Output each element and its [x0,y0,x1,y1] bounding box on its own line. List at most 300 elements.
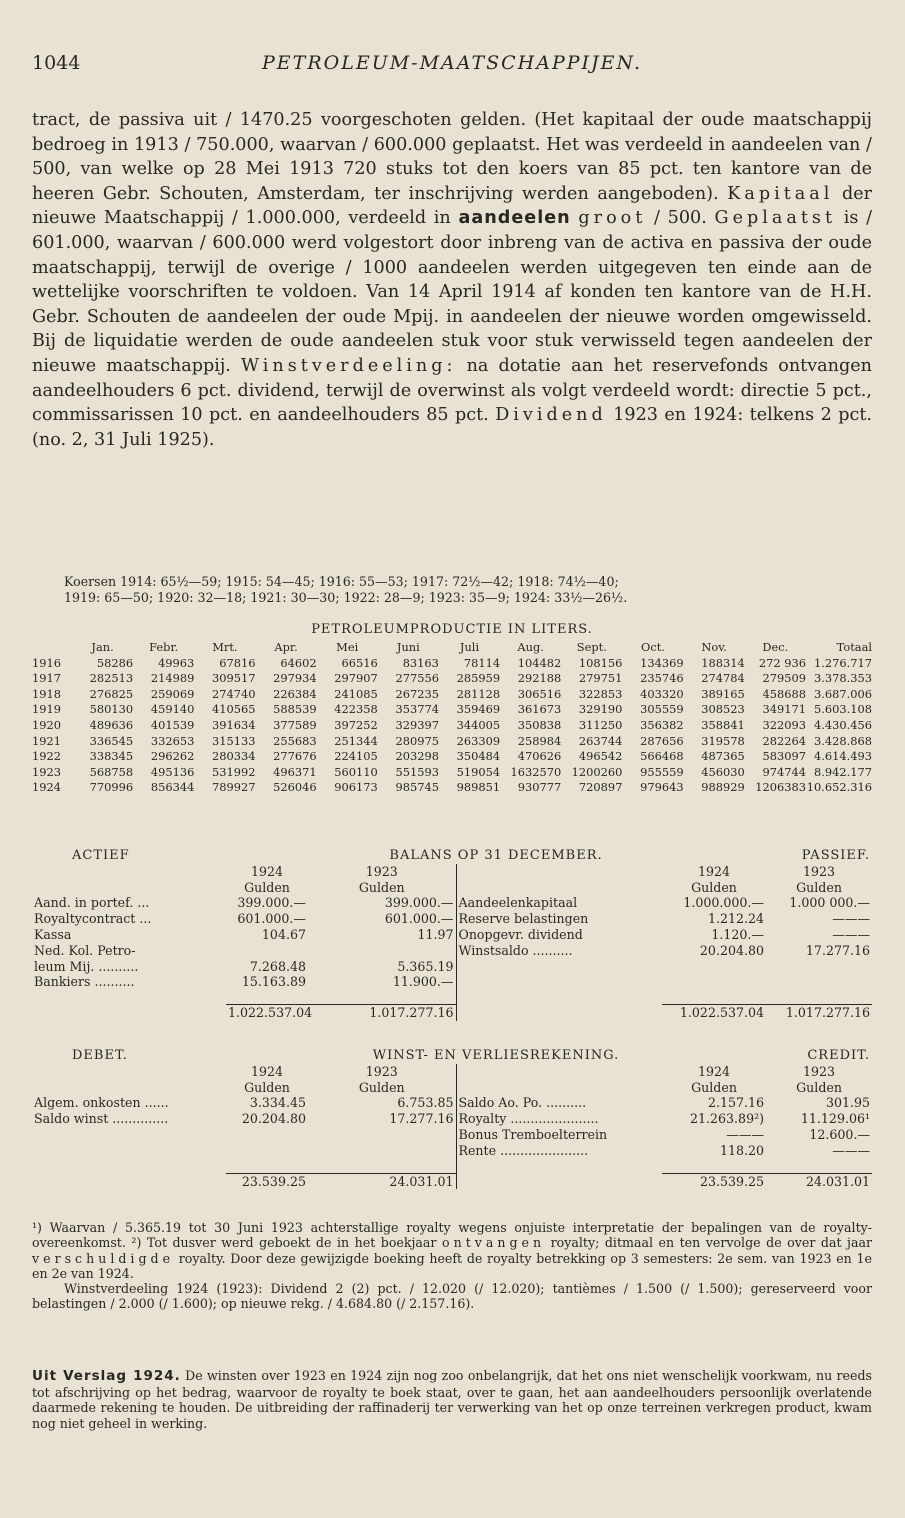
spacer [32,1064,226,1080]
table-cell: 989851 [456,780,501,795]
value-1924: 1.000.000.— [683,895,765,911]
text-run: na dotatie aan het reservefonds ontvangen aandeelhouders 6 pct. dividend, terwijl de overwinst als volgt verdeeld wordt: directie 5 pct., commissarissen 10 pct. en aandeelhouders 85 pct. [32,355,872,426]
table-cell: 285959 [456,671,501,686]
table-row [32,1143,872,1159]
year-1924: 1924 [697,863,731,879]
table-cell: 470626 [517,749,562,764]
table-cell: 422358 [334,702,378,717]
table-cell: 3.687.006 [814,686,872,701]
table-cell: 985745 [395,780,439,795]
table-row [32,1111,872,1127]
value-1924: 3.334.45 [249,1095,306,1111]
table-cell: 353774 [395,702,439,717]
table-cell: 281128 [456,686,501,701]
table-cell: 276825 [89,686,134,701]
winst-right-total-1924: 23.539.25 [662,1173,766,1189]
table-cell: 279751 [578,671,623,686]
production-column-header: Febr. [149,640,179,654]
table-cell: 58286 [96,655,134,670]
table-cell: 397252 [334,717,378,732]
table-cell: 49963 [158,655,195,670]
value-1924: 601.000.— [237,911,306,927]
table-cell: 251344 [334,733,378,748]
value-1923: ——— [832,911,871,927]
spacer [32,880,226,896]
row-year: 1919 [32,702,61,717]
footnote-paragraph [32,1220,872,1281]
table-row [32,656,872,672]
table-cell: 770996 [89,780,134,795]
geplaatst-heading: Geplaatst [714,208,837,229]
table-cell: 272 936 [758,655,806,670]
production-column-header: Sept. [576,640,607,654]
table-cell: 974744 [762,764,806,779]
value-1924: 118.20 [719,1142,765,1158]
account-label: Aand. in portef. ... [34,895,150,911]
value-1923: 5.365.19 [397,958,454,974]
balance-rows [32,895,872,990]
table-cell: 108156 [578,655,623,670]
table-cell: 329190 [578,702,623,717]
table-cell: 344005 [456,717,501,732]
table-cell: 4.430.456 [814,717,872,732]
winst-left-total-1924: 23.539.25 [226,1173,308,1189]
value-1923 [308,1143,456,1159]
value-1923: 399.000.— [384,895,454,911]
table-cell: 906173 [334,780,378,795]
table-cell: 489636 [89,717,134,732]
table-cell: 487365 [701,749,745,764]
paragraph [32,108,872,452]
table-cell: 78114 [463,655,501,670]
account-label: Reserve belastingen [456,911,662,927]
table-row [32,911,872,927]
table-cell: 263309 [456,733,501,748]
row-year: 1921 [32,733,61,748]
value-1924 [226,1143,308,1159]
table-cell: 203298 [395,749,439,764]
table-cell: 224105 [334,749,378,764]
table-cell: 259069 [150,686,195,701]
year-1923: 1923 [365,863,398,879]
account-label: Rente ...................... [456,1143,662,1159]
table-cell: 496542 [578,749,623,764]
table-cell: 3.378.353 [814,671,872,686]
value-1923: ——— [832,1142,871,1158]
winst-rows [32,1095,872,1158]
row-year: 1920 [32,717,61,732]
table-cell: 391634 [211,717,256,732]
table-row [32,780,872,796]
value-1924: ——— [726,1126,765,1142]
table-cell: 456030 [701,764,745,779]
row-year: 1923 [32,764,61,779]
year-1924: 1924 [250,1063,284,1079]
unit-label: Gulden [796,1079,842,1095]
winstverdeeling-heading: Winstverdeeling: [241,355,457,376]
page-number: 1044 [32,52,81,74]
account-label [456,959,662,975]
production-table [32,640,872,796]
production-header-row [32,640,872,656]
year-1923: 1923 [803,863,836,879]
table-cell: 297934 [273,671,317,686]
winst-right-total-1923: 24.031.01 [766,1173,872,1189]
value-1923: 11.97 [417,926,454,942]
table-cell: 459140 [150,702,195,717]
spacer [456,990,872,1005]
credit-label: CREDIT. [807,1048,871,1063]
verslag-paragraph [32,1368,872,1431]
value-1924: 15.163.89 [241,974,306,990]
table-cell: 67816 [219,655,256,670]
debet-label: DEBET. [72,1048,128,1063]
balance-sheet [32,848,872,1021]
table-cell: 338345 [89,749,134,764]
profit-loss-account [32,1048,872,1189]
value-1923: ——— [832,926,871,942]
table-cell: 1632570 [510,764,562,779]
table-cell: 267235 [395,686,439,701]
table-cell: 277556 [395,671,439,686]
table-cell: 526046 [273,780,317,795]
spacer [32,1173,226,1189]
value-1923 [766,974,872,990]
profit-loss-table [32,1048,872,1189]
spacer [456,1173,662,1189]
spacer [456,864,662,880]
table-cell: 496371 [273,764,317,779]
text-run: / 500. [654,208,707,229]
table-row [32,671,872,687]
actief-label: ACTIEF [72,848,130,863]
spacer [456,1080,662,1096]
account-label: Saldo Ao. Po. .......... [456,1095,662,1111]
table-cell: 377589 [273,717,317,732]
table-cell: 955559 [640,764,684,779]
value-1924: 20.204.80 [699,942,765,958]
value-1923 [308,1127,456,1143]
table-cell: 4.614.493 [814,749,872,764]
verslag-heading: Uit Verslag 1924. [32,1368,181,1384]
production-body [32,656,872,796]
table-cell: 292188 [517,671,562,686]
value-1923: 1.000 000.— [789,895,871,911]
koersen-block [32,574,872,605]
table-row [32,734,872,750]
production-column-header: Juli [459,640,480,654]
winst-title: WINST- EN VERLIESREKENING. [372,1048,620,1063]
table-row [32,895,872,911]
table-cell: 311250 [578,717,623,732]
winstverdeeling-paragraph: Winstverdeeling 1924 (1923): Dividend 2 (2) pct. / 12.020 (/ 12.020); tantièmes / 1.500 (/ 1.500); gereserveerd voor belastingen / 2.000 (/ 1.600); op nieuwe rekg. / 4.684.80 (/ 2.157.16). [32,1281,872,1312]
table-cell: 583097 [762,749,806,764]
account-label: Winstsaldo .......... [456,943,662,959]
table-cell: 930777 [517,780,562,795]
row-year: 1918 [32,686,61,701]
table-cell: 495136 [150,764,195,779]
table-row [32,959,872,975]
account-label: Royalty ...................... [456,1111,662,1127]
table-cell: 255683 [273,733,317,748]
production-column-header: Totaal [836,640,872,654]
table-cell: 410565 [211,702,256,717]
table-row [32,927,872,943]
table-cell: 134369 [640,655,684,670]
value-1924: 104.67 [261,926,306,942]
table-cell: 282513 [89,671,134,686]
value-1923: 301.95 [825,1095,871,1111]
value-1923: 12.600.— [809,1126,871,1142]
account-label: leum Mij. .......... [34,958,139,974]
main-text [32,108,872,452]
text-run: ¹) Waarvan / 5.365.19 tot 30 Juni 1923 achterstallige royalty wegens onjuiste interpretatie der bepalingen van de royalty-overeenkomst. ²) Tot dusver werd geboekt de in het boekjaar [32,1220,872,1251]
account-label: Algem. onkosten ...... [34,1095,169,1111]
value-1924: 399.000.— [237,895,306,911]
table-cell: 531992 [211,764,256,779]
text-run: der nieuwe Maatschappij / 1.000.000, verdeeld in [32,183,873,229]
balance-right-total-1923: 1.017.277.16 [766,1005,872,1021]
value-1924: 1.120.— [711,926,765,942]
text-run: verschuldigde [32,1250,175,1266]
production-column-header: Mei [336,640,359,654]
account-label: Kassa [34,926,72,942]
table-cell: 332653 [150,733,195,748]
table-cell: 403320 [640,686,684,701]
table-cell: 560110 [334,764,378,779]
spacer [32,990,456,1005]
running-title: PETROLEUM-MAATSCHAPPIJEN. [262,52,642,74]
kapitaal-heading: Kapitaal [727,183,834,204]
table-cell: 588539 [273,702,317,717]
text-run: royalty. Door deze gewijzigde boeking heeft de royalty betrekking op 3 semesters: 2e sem. van 1923 en 1e en 2e van 1924. [32,1250,872,1281]
winst-left-total-1923: 24.031.01 [308,1173,456,1189]
value-1924: 7.268.48 [249,958,306,974]
account-label: Bankiers .......... [34,974,135,990]
balance-left-total-1924: 1.022.537.04 [228,1005,313,1021]
value-1923 [766,959,872,975]
table-cell: 279509 [762,671,806,686]
value-1924 [662,959,766,975]
koersen-line-1: Koersen 1914: 65½—59; 1915: 54—45; 1916: 55—53; 1917: 72½—42; 1918: 74½—40; [64,574,619,589]
groot-label: groot [578,208,647,229]
unit-label: Gulden [691,879,737,895]
table-cell: 988929 [701,780,745,795]
spacer [32,864,226,880]
table-row [32,765,872,781]
table-cell: 315133 [211,733,256,748]
passief-label: PASSIEF. [801,848,871,863]
table-cell: 1200260 [571,764,623,779]
table-cell: 104482 [517,655,562,670]
table-cell: 297907 [334,671,378,686]
balance-left-total-1923: 1.017.277.16 [308,1005,456,1021]
table-cell: 274784 [701,671,745,686]
table-cell: 263744 [578,733,623,748]
table-cell: 308523 [701,702,745,717]
year-1923: 1923 [803,1063,836,1079]
account-label: Aandeelenkapitaal [456,895,662,911]
table-cell: 305559 [640,702,684,717]
table-cell: 83163 [402,655,439,670]
spacer [32,1159,456,1174]
value-1923: 11.900.— [392,974,454,990]
verslag-text: De winsten over 1923 en 1924 zijn nog zoo onbelangrijk, dat het ons niet wenschelijk voorkwam, nu reeds tot afschrijving op het bedrag, waarvoor de royalty te boek staat, over te gaan, het aan aandeelhouders persoonlijk overlatende daarmede rekening te houden. De uitbreiding der raffinaderij ter verwerking van het op onze terreinen verkregen product, kwam nog niet geheel in werking. [32,1368,872,1431]
production-column-header: Aug. [517,640,544,654]
unit-label: Gulden [691,1079,737,1095]
production-column-header: Apr. [274,640,298,654]
table-cell: 361673 [517,702,562,717]
row-year: 1916 [32,655,61,670]
spacer [456,1005,662,1021]
table-cell: 458688 [762,686,806,701]
page-header [32,52,872,82]
table-cell: 401539 [150,717,195,732]
table-cell: 789927 [211,780,256,795]
table-cell: 3.428.868 [814,733,872,748]
value-1923: 17.277.16 [805,942,871,958]
value-1924 [226,943,308,959]
table-cell: 64602 [280,655,317,670]
table-cell: 235746 [640,671,684,686]
account-label: Onopgevr. dividend [456,927,662,943]
table-cell: 66516 [341,655,378,670]
table-cell: 580130 [89,702,134,717]
production-column-header: Juni [396,640,420,654]
spacer [456,1159,872,1174]
table-cell: 389165 [701,686,745,701]
table-cell: 322853 [578,686,623,701]
text-run: royalty; ditmaal en ten vervolge de over dat jaar [550,1235,872,1251]
table-cell: 319578 [701,733,745,748]
text-run: ontvangen [442,1235,546,1251]
spacer [32,1080,226,1096]
table-cell: 568758 [89,764,134,779]
unit-label: Gulden [358,1079,405,1095]
table-cell: 5.603.108 [814,702,872,717]
value-1924: 2.157.16 [707,1095,765,1111]
table-cell: 280975 [395,733,439,748]
balance-table [32,848,872,1021]
production-column-header: Mrt. [212,640,238,654]
table-cell: 274740 [211,686,256,701]
footnotes [32,1220,872,1312]
balance-right-total-1924: 1.022.537.04 [662,1005,766,1021]
table-cell: 226384 [273,686,317,701]
dividend-heading: Dividend [495,405,607,426]
table-cell: 8.942.177 [814,764,872,779]
table-cell: 356382 [640,717,684,732]
text-run: is / 601.000, waarvan / 600.000 werd volgestort door inbreng van de activa en passiva der oude maatschappij, terwijl de overige / 1000 aandeelen werden uitgegeven ten einde aan de wettelijke voorschriften te voldoen. Van 14 April 1914 af konden ten kantore van de H.H. Gebr. Schouten de aandeelen der oude Mpij. in aandeelen der nieuwe worden omgewisseld. Bij de liquidatie werden de oude aandeelen stuk voor stuk verwisseld tegen aandeelen der nieuwe maatschappij. [32,208,873,376]
table-cell: 280334 [211,749,256,764]
spacer [456,880,662,896]
table-row [32,749,872,765]
year-1924: 1924 [697,1063,731,1079]
unit-label: Gulden [244,1079,290,1095]
value-1924: 1.212.24 [707,911,765,927]
table-cell: 287656 [640,733,684,748]
table-cell: 258984 [517,733,562,748]
table-cell: 359469 [456,702,501,717]
table-row [32,943,872,959]
value-1923: 601.000.— [384,911,454,927]
unit-label: Gulden [796,879,842,895]
table-cell: 1.276.717 [814,655,872,670]
production-column-header: Dec. [762,640,789,654]
table-cell: 214989 [150,671,195,686]
value-1924: 21.263.89²) [689,1111,765,1127]
table-row [32,718,872,734]
table-cell: 282264 [762,733,806,748]
table-cell: 519054 [456,764,501,779]
table-cell: 350484 [456,749,501,764]
value-1924 [662,974,766,990]
value-1924: 20.204.80 [241,1111,306,1127]
table-cell: 296262 [150,749,195,764]
account-label: Ned. Kol. Petro- [34,942,136,958]
account-label: Bonus Tremboelterrein [456,1127,662,1143]
table-cell: 277676 [273,749,317,764]
unit-label: Gulden [244,879,290,895]
table-cell: 309517 [211,671,256,686]
production-table-block [32,622,872,796]
table-cell: 336545 [89,733,134,748]
account-label: Saldo winst .............. [34,1111,169,1127]
table-cell: 322093 [762,717,806,732]
value-1924 [226,1127,308,1143]
table-cell: 188314 [701,655,745,670]
production-caption: PETROLEUMPRODUCTIE IN LITERS. [311,622,593,637]
row-year: 1924 [32,780,61,795]
table-row [32,1127,872,1143]
table-row [32,974,872,990]
production-column-header [32,640,72,656]
year-1923: 1923 [365,1063,398,1079]
table-cell: 720897 [578,780,623,795]
aandeelen-heading: aandeelen [458,208,571,229]
table-cell: 349171 [762,702,806,717]
production-column-header: Jan. [91,640,114,654]
account-label [32,1143,226,1159]
account-label [456,974,662,990]
production-column-header: Nov. [701,640,727,654]
koersen-line-2: 1919: 65—50; 1920: 32—18; 1921: 30—30; 1922: 28—9; 1923: 35—9; 1924: 33½—26½. [64,589,628,605]
row-year: 1922 [32,749,61,764]
table-cell: 1206383 [755,780,806,795]
table-cell: 329397 [395,717,439,732]
account-label: Royaltycontract ... [34,911,152,927]
table-cell: 551593 [395,764,439,779]
text-run: tract, de passiva uit / 1470.25 voorgeschoten gelden. (Het kapitaal der oude maatschappij bedroeg in 1913 / 750.000, waarvan / 600.000 geplaatst. Het was verdeeld in aandeelen van / 500, van welke op 28 Mei 1913 720 stuks tot den koers van 85 pct. ten kantore van de heeren Gebr. Schouten, Amsterdam, ter inschrijving werden aangeboden). [32,110,872,204]
table-cell: 856344 [150,780,195,795]
table-cell: 979643 [640,780,684,795]
table-row [32,687,872,703]
value-1923: 6.753.85 [397,1095,454,1111]
value-1923 [308,943,456,959]
table-cell: 241085 [334,686,378,701]
balance-title: BALANS OP 31 DECEMBER. [389,848,603,863]
table-row [32,1095,872,1111]
table-cell: 350838 [517,717,562,732]
table-row [32,702,872,718]
spacer [32,1005,226,1021]
value-1923: 11.129.06¹ [800,1111,871,1127]
spacer [456,1064,662,1080]
unit-label: Gulden [358,879,405,895]
account-label [32,1127,226,1143]
text-run: 1923 en 1924: telkens 2 pct. (no. 2, 31 Juli 1925). [32,405,873,450]
production-column-header: Oct. [641,640,665,654]
